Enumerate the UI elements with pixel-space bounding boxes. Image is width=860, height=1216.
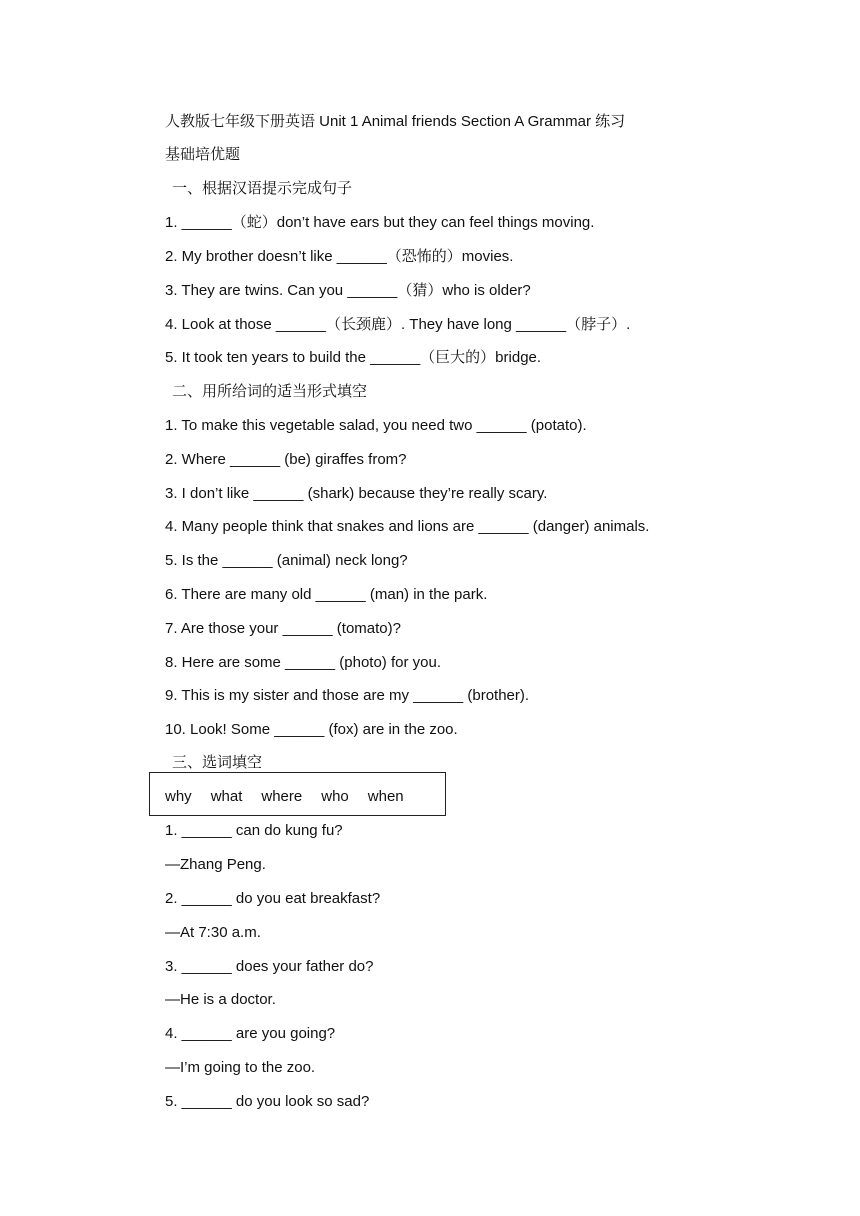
section-1-item: 3. They are twins. Can you ______（猜）who is older? — [165, 282, 531, 299]
word-bank-word: when — [367, 788, 404, 805]
section-1-item: 2. My brother doesn’t like ______（恐怖的）movies. — [165, 248, 514, 265]
word-bank-word: why — [165, 788, 192, 805]
section-1-heading: 一、根据汉语提示完成句子 — [172, 180, 353, 197]
section-3-question: 3. ______ does your father do? — [165, 958, 374, 975]
section-2-item: 5. Is the ______ (animal) neck long? — [165, 552, 408, 569]
document-subtitle: 基础培优题 — [165, 146, 241, 163]
section-3-heading: 三、选词填空 — [172, 754, 263, 771]
section-2-item: 10. Look! Some ______ (fox) are in the zoo. — [165, 721, 458, 738]
section-3-question: 1. ______ can do kung fu? — [165, 822, 343, 839]
section-3-question: 5. ______ do you look so sad? — [165, 1093, 370, 1110]
section-3-answer: —Zhang Peng. — [165, 856, 266, 873]
section-2-item: 4. Many people think that snakes and lions are ______ (danger) animals. — [165, 518, 650, 535]
section-2-item: 2. Where ______ (be) giraffes from? — [165, 451, 407, 468]
section-3-answer: —I’m going to the zoo. — [165, 1059, 316, 1076]
section-2-item: 1. To make this vegetable salad, you need two ______ (potato). — [165, 417, 587, 434]
document-title: 人教版七年级下册英语 Unit 1 Animal friends Section A Grammar 练习 — [165, 113, 626, 130]
section-1-item: 5. It took ten years to build the ______（巨大的）bridge. — [165, 349, 542, 366]
section-3-question: 4. ______ are you going? — [165, 1025, 336, 1042]
section-2-item: 8. Here are some ______ (photo) for you. — [165, 654, 441, 671]
section-2-heading: 二、用所给词的适当形式填空 — [172, 383, 368, 400]
section-2-item: 7. Are those your ______ (tomato)? — [165, 620, 401, 637]
section-2-item: 9. This is my sister and those are my ______ (brother). — [165, 687, 530, 704]
section-2-item: 6. There are many old ______ (man) in the park. — [165, 586, 488, 603]
word-bank-word: what — [210, 788, 243, 805]
word-bank-word: where — [261, 788, 303, 805]
section-1-item: 4. Look at those ______（长颈鹿）. They have long ______（脖子）. — [165, 316, 631, 333]
section-1-item: 1. ______（蛇）don’t have ears but they can feel things moving. — [165, 214, 595, 231]
section-3-answer: —He is a doctor. — [165, 991, 276, 1008]
word-bank-box — [149, 772, 446, 816]
word-bank-word: who — [321, 788, 349, 805]
section-3-question: 2. ______ do you eat breakfast? — [165, 890, 381, 907]
section-3-answer: —At 7:30 a.m. — [165, 924, 261, 941]
word-bank — [165, 787, 423, 807]
section-2-item: 3. I don’t like ______ (shark) because they’re really scary. — [165, 485, 548, 502]
